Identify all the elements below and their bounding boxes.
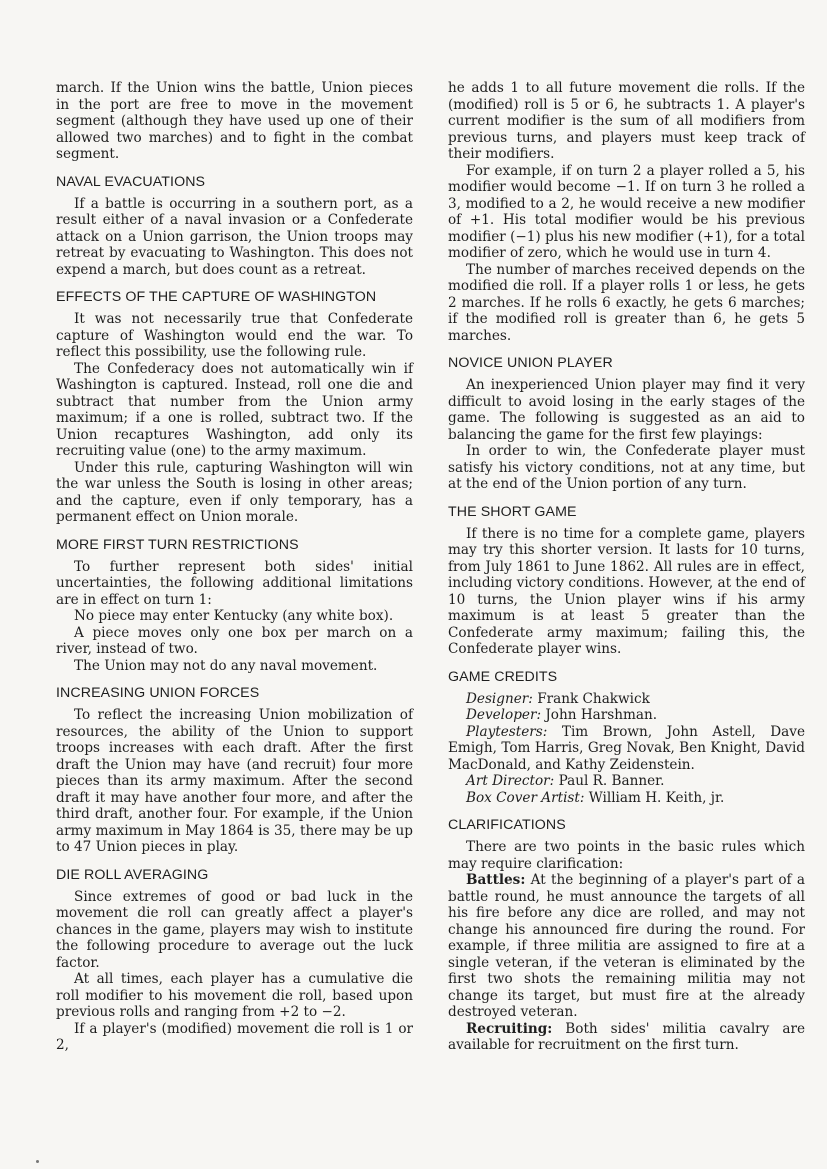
cover-artist-name: William H. Keith, jr. bbox=[588, 789, 725, 806]
first-turn-paragraph-4: The Union may not do any naval movement. bbox=[74, 657, 378, 674]
short-game-paragraph: If there is no time for a complete game, players may try this shorter version. It lasts for 10 turns, from July 1861 to June 1862. All rules are in effect, including victory conditions. However, at the end of 10 turns, the Union player wins if his army maximum is at least 5 greater than the Confederate army maximum; failing this, the Confederate player wins. bbox=[448, 525, 806, 657]
first-turn-paragraph-3: A piece moves only one box per march on a river, instead of two. bbox=[56, 624, 413, 657]
battles-text: At the beginning of a player's part of a battle round, he must announce the targets of all his fire before any dice are rolled, and may not change his announced fire during the round. For example, if three militia are assigned to fire at a single veteran, if the veteran is eliminated by the first two shots the remaining militia may not change its target, but must fire at the already destroyed veteran. bbox=[448, 872, 805, 1020]
credit-designer bbox=[448, 691, 805, 708]
first-turn-heading: MORE FIRST TURN RESTRICTIONS bbox=[56, 536, 299, 553]
novice-paragraph-2: In order to win, the Confederate player must satisfy his victory conditions, not at any time, but at the end of the Union portion of any turn. bbox=[448, 443, 805, 492]
capture-paragraph-1: It was not necessarily true that Confederate capture of Washington would end the war. To reflect this possibility, use the following rule. bbox=[56, 311, 413, 360]
capture-paragraph-2: The Confederacy does not automatically win if Washington is captured. Instead, roll one die and subtract that number from the Union army maximum; if a one is rolled, subtract two. If the Union recaptures Washington, add only its recruiting value (one) to the army maximum. bbox=[56, 360, 413, 459]
clarifications-heading: CLARIFICATIONS bbox=[448, 817, 566, 833]
short-game-heading: THE SHORT GAME bbox=[448, 503, 577, 520]
art-director-name: Paul R. Banner. bbox=[558, 773, 665, 789]
developer-label: Developer: bbox=[466, 707, 542, 723]
die-roll-heading: DIE ROLL AVERAGING bbox=[56, 866, 209, 883]
first-turn-paragraph-2: No piece may enter Kentucky (any white box). bbox=[74, 608, 394, 624]
recruiting-paragraph bbox=[448, 1021, 805, 1054]
recruiting-label: Recruiting: bbox=[466, 1020, 553, 1037]
capture-washington-heading: EFFECTS OF THE CAPTURE OF WASHINGTON bbox=[56, 289, 377, 305]
credit-art-director bbox=[448, 773, 805, 790]
naval-paragraph: If a battle is occurring in a southern port, as a result either of a naval invasion or a Confederate attack on a Union garrison, the Union troops may retreat by evacuating to Washington. This does not expend a march, but does count as a retreat. bbox=[56, 195, 413, 278]
game-credits-heading: GAME CREDITS bbox=[448, 668, 558, 685]
credit-cover-artist bbox=[448, 790, 805, 807]
clarifications-paragraph: There are two points in the basic rules which may require clarification: bbox=[448, 839, 805, 872]
capture-paragraph-3: Under this rule, capturing Washington will win the war unless the South is losing in other areas; and the capture, even if only temporary, has a permanent effect on Union morale. bbox=[56, 459, 413, 525]
die-roll-paragraph-2: At all times, each player has a cumulative die roll modifier to his movement die roll, based upon previous rolls and ranging from +2 to −2. bbox=[56, 971, 413, 1020]
art-director-label: Art Director: bbox=[466, 773, 555, 789]
recruiting-text: Both sides' militia cavalry are available for recruitment on the first turn. bbox=[448, 1020, 805, 1053]
battles-paragraph bbox=[448, 872, 805, 1021]
naval-evacuations-heading: NAVAL EVACUATIONS bbox=[56, 173, 206, 190]
battles-label: Battles: bbox=[466, 872, 526, 888]
die-roll-continued: he adds 1 to all future movement die rolls. If the (modified) roll is 5 or 6, he subtracts 1. A player's current modifier is the sum of all modifiers from previous turns, and players must keep track of their modifiers. bbox=[448, 80, 805, 162]
novice-paragraph-1: An inexperienced Union player may find it very difficult to avoid losing in the early stages of the game. The following is suggested as an aid to balancing the game for the first few playings: bbox=[448, 377, 805, 443]
die-roll-paragraph-3: If a player's (modified) movement die roll is 1 or 2, bbox=[56, 1020, 413, 1053]
credit-developer bbox=[448, 707, 805, 724]
page-speck bbox=[36, 1160, 39, 1163]
cover-artist-label: Box Cover Artist: bbox=[466, 789, 585, 806]
credit-playtesters bbox=[448, 724, 805, 774]
designer-name: Frank Chakwick bbox=[537, 690, 650, 707]
intro-paragraph: march. If the Union wins the battle, Union pieces in the port are free to move in the movement segment (although they have used up one of their allowed two marches) and to fight in the combat segment. bbox=[56, 80, 413, 162]
die-roll-paragraph-1: Since extremes of good or bad luck in the movement die roll can greatly affect a player's chances in the game, players may wish to institute the following procedure to average out the luck factor. bbox=[56, 888, 413, 971]
right-column bbox=[448, 80, 805, 1054]
playtesters-names: Tim Brown, John Astell, Dave Emigh, Tom Harris, Greg Novak, Ben Knight, David MacDonald, and Kathy Zeidenstein. bbox=[448, 723, 805, 773]
left-column bbox=[56, 80, 413, 1054]
first-turn-paragraph-1: To further represent both sides' initial uncertainties, the following additional limitations are in effect on turn 1: bbox=[56, 558, 413, 608]
die-roll-paragraph-5: The number of marches received depends on the modified die roll. If a player rolls 1 or less, he gets 2 marches. If he rolls 6 exactly, he gets 6 marches; if the modified roll is greater than 6, he gets 5 marches. bbox=[448, 261, 805, 344]
playtesters-label: Playtesters: bbox=[466, 723, 548, 740]
die-roll-paragraph-4: For example, if on turn 2 a player rolled a 5, his modifier would become −1. If on turn 3 he rolled a 3, modified to a 2, he would receive a new modifier of +1. His total modifier would be his previous modifier (−1) plus his new modifier (+1), for a total modifier of zero, which he would use in turn 4. bbox=[448, 162, 805, 261]
designer-label: Designer: bbox=[466, 690, 533, 707]
union-forces-heading: INCREASING UNION FORCES bbox=[56, 685, 260, 701]
novice-player-heading: NOVICE UNION PLAYER bbox=[448, 355, 613, 371]
union-forces-paragraph: To reflect the increasing Union mobilization of resources, the ability of the Union to support troops increases with each draft. After the first draft the Union may have (and recruit) four more pieces than its army maximum. After the second draft it may have another four more, and after the third draft, another four. For example, if the Union army maximum in May 1864 is 35, there may be up to 47 Union pieces in play. bbox=[56, 707, 413, 855]
developer-name: John Harshman. bbox=[545, 707, 658, 723]
